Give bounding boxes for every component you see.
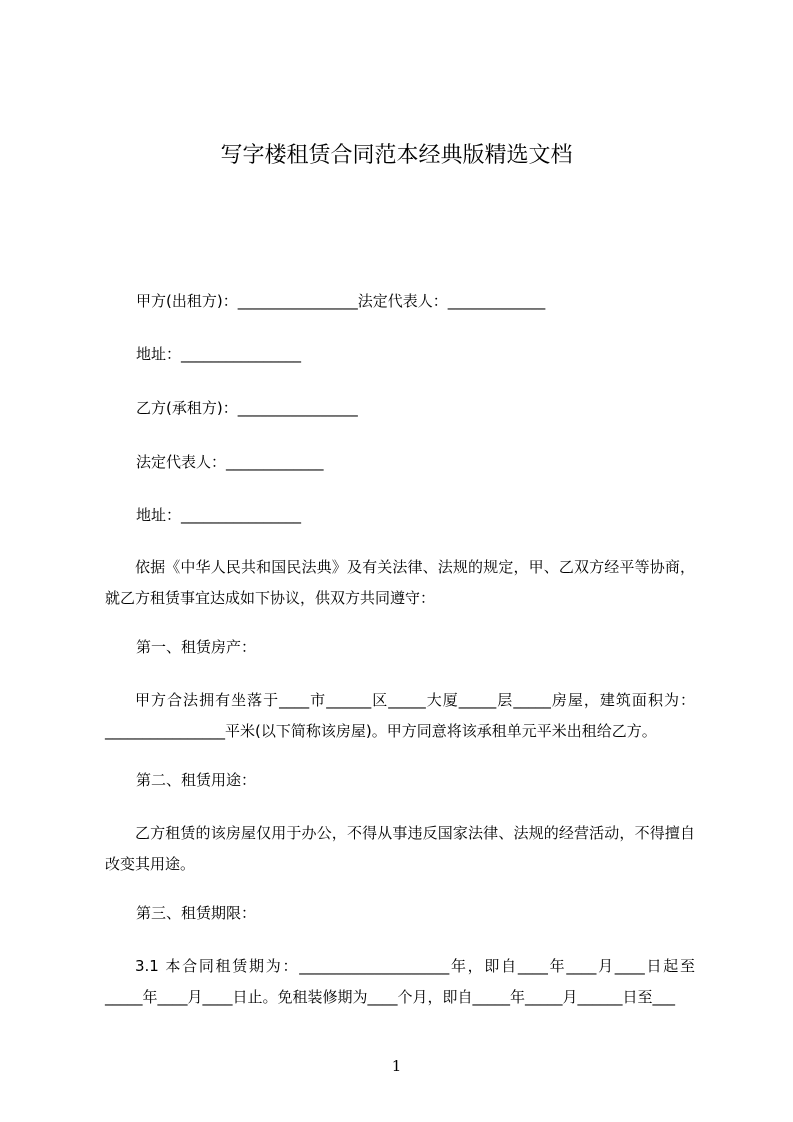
section-1-body: 甲方合法拥有坐落于____市______区_____大厦_____层_____房屋，建筑面积为：________________平米(以下简称该房屋)。甲方同意将该承租单元平米出租给乙方。 [105,691,695,740]
document-title: 写字楼租赁合同范本经典版精选文档 [220,143,573,168]
section-3-heading: 第三、租赁期限： [136,904,257,922]
section-2-heading: 第二、租赁用途： [136,771,257,789]
party-b-representative: 法定代表人：_____________ [136,453,324,471]
party-b-address: 地址：________________ [136,506,302,524]
section-3-body: 3.1 本合同租赁期为：____________________年，即自____年____月____日起至_____年____月____日止。免租装修期为____个月，即自_____年_____月______日至___ [105,957,695,1006]
party-a-address: 地址：________________ [136,345,302,363]
preamble-paragraph: 依据《中华人民共和国民法典》及有关法律、法规的规定，甲、乙双方经平等协商，就乙方租赁事宜达成如下协议，供双方共同遵守： [105,558,695,607]
page-number: 1 [391,1057,402,1075]
party-b-line: 乙方(承租方)：________________ [136,399,358,417]
section-1-heading: 第一、租赁房产： [136,638,257,656]
section-2-body: 乙方租赁的该房屋仅用于办公，不得从事违反国家法律、法规的经营活动，不得擅自改变其用途。 [105,824,695,873]
party-a-line: 甲方(出租方)：________________法定代表人：_____________ [136,292,546,310]
